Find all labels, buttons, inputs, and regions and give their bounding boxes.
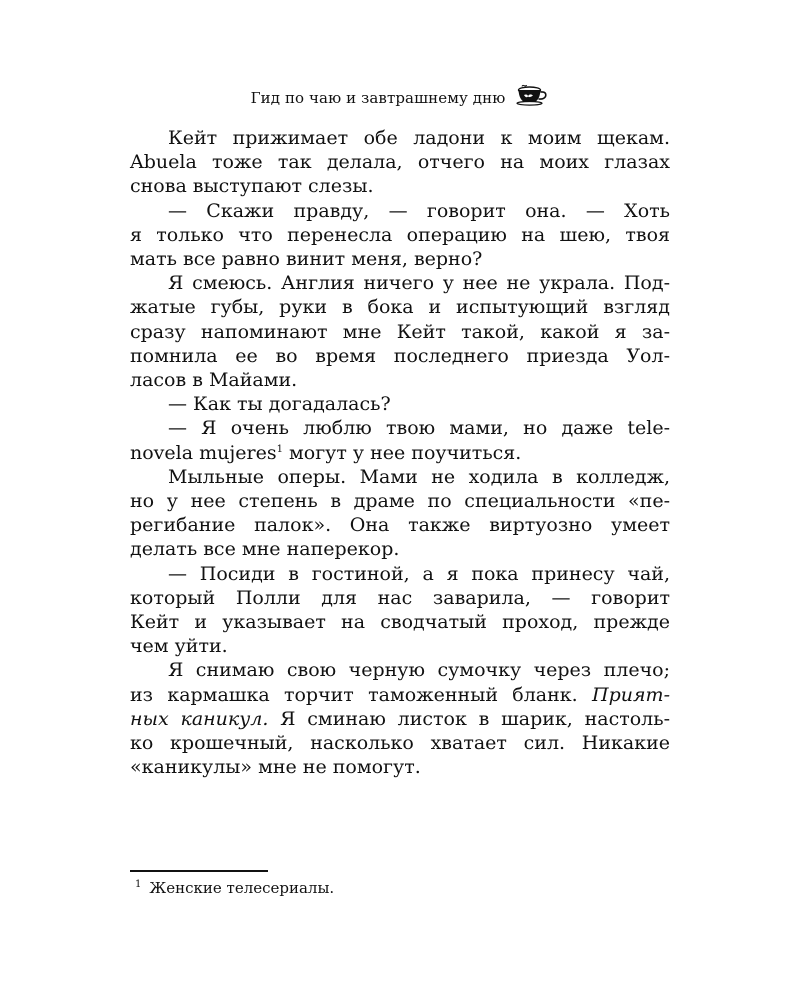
- text-line: Я смеюсь. Англия ничего у нее не украла. Под-: [168, 272, 670, 295]
- text-line: — Как ты догадалась?: [168, 393, 391, 416]
- text-line: помнила ее во время последнего приезда Уол-: [130, 344, 670, 367]
- page-body: [130, 126, 670, 779]
- text-line: жатые губы, руки в бока и испытующий взгляд: [130, 296, 670, 319]
- text-line: ласов в Майами.: [130, 369, 298, 392]
- footnote-marker: 1: [135, 879, 142, 890]
- text-line: [130, 441, 670, 465]
- paragraph-4: [130, 392, 670, 416]
- text-line: регибание палок». Она также виртуозно умеет: [130, 514, 670, 537]
- text-run: novela mujeres: [130, 441, 277, 464]
- paragraph-1: [130, 126, 670, 199]
- paragraph-5: [130, 416, 670, 464]
- paragraph-2: [130, 199, 670, 272]
- text-line: мать все равно винит меня, верно?: [130, 248, 483, 271]
- text-line: я только что перенесла операцию на шею, твоя: [130, 223, 670, 246]
- footnote-text: Женские телесериалы.: [149, 879, 335, 897]
- text-run: из кармашка торчит таможенный бланк.: [130, 683, 592, 706]
- italic-text: ных каникул.: [130, 707, 269, 730]
- text-line: но у нее степень в драме по специальности «пе-: [130, 490, 670, 513]
- text-run: могут у нее поучиться.: [282, 441, 522, 464]
- text-line: Я снимаю свою черную сумочку через плечо;: [168, 659, 670, 682]
- paragraph-8: [130, 658, 670, 779]
- text-line: — Я очень люблю твою мами, но даже tele-: [168, 417, 670, 440]
- footnote-reference[interactable]: 1: [276, 443, 283, 455]
- text-line: снова выступают слезы.: [130, 175, 374, 198]
- text-line: [130, 683, 670, 707]
- footnote: [130, 879, 334, 897]
- text-line: Кейт прижимает обе ладони к моим щекам.: [168, 127, 670, 149]
- italic-text: Прият-: [592, 683, 670, 706]
- footnote-divider: [130, 870, 268, 872]
- text-line: Мыльные оперы. Мами не ходила в колледж,: [168, 465, 670, 488]
- text-line: — Скажи правду, — говорит она. — Хоть: [168, 199, 670, 222]
- text-line: [130, 707, 670, 731]
- text-line: «каникулы» мне не помогут.: [130, 756, 421, 779]
- text-line: чем уйти.: [130, 635, 228, 658]
- running-header-title: Гид по чаю и завтрашнему дню: [250, 89, 506, 107]
- text-run: Я сминаю листок в шарик, настоль-: [268, 707, 670, 730]
- text-line: Abuela тоже так делала, отчего на моих глазах: [130, 151, 670, 174]
- paragraph-7: [130, 562, 670, 659]
- teacup-icon: [515, 84, 549, 110]
- text-line: который Полли для нас заварила, — говорит: [130, 586, 670, 609]
- running-header: [0, 88, 800, 110]
- paragraph-3: [130, 271, 670, 392]
- text-line: ко крошечный, насколько хватает сил. Никакие: [130, 732, 670, 755]
- text-line: сразу напоминают мне Кейт такой, какой я за-: [130, 320, 670, 343]
- text-line: делать все мне наперекор.: [130, 538, 400, 561]
- paragraph-6: [130, 465, 670, 562]
- text-line: — Посиди в гостиной, а я пока принесу чай,: [168, 562, 670, 585]
- text-line: Кейт и указывает на сводчатый проход, прежде: [130, 611, 670, 634]
